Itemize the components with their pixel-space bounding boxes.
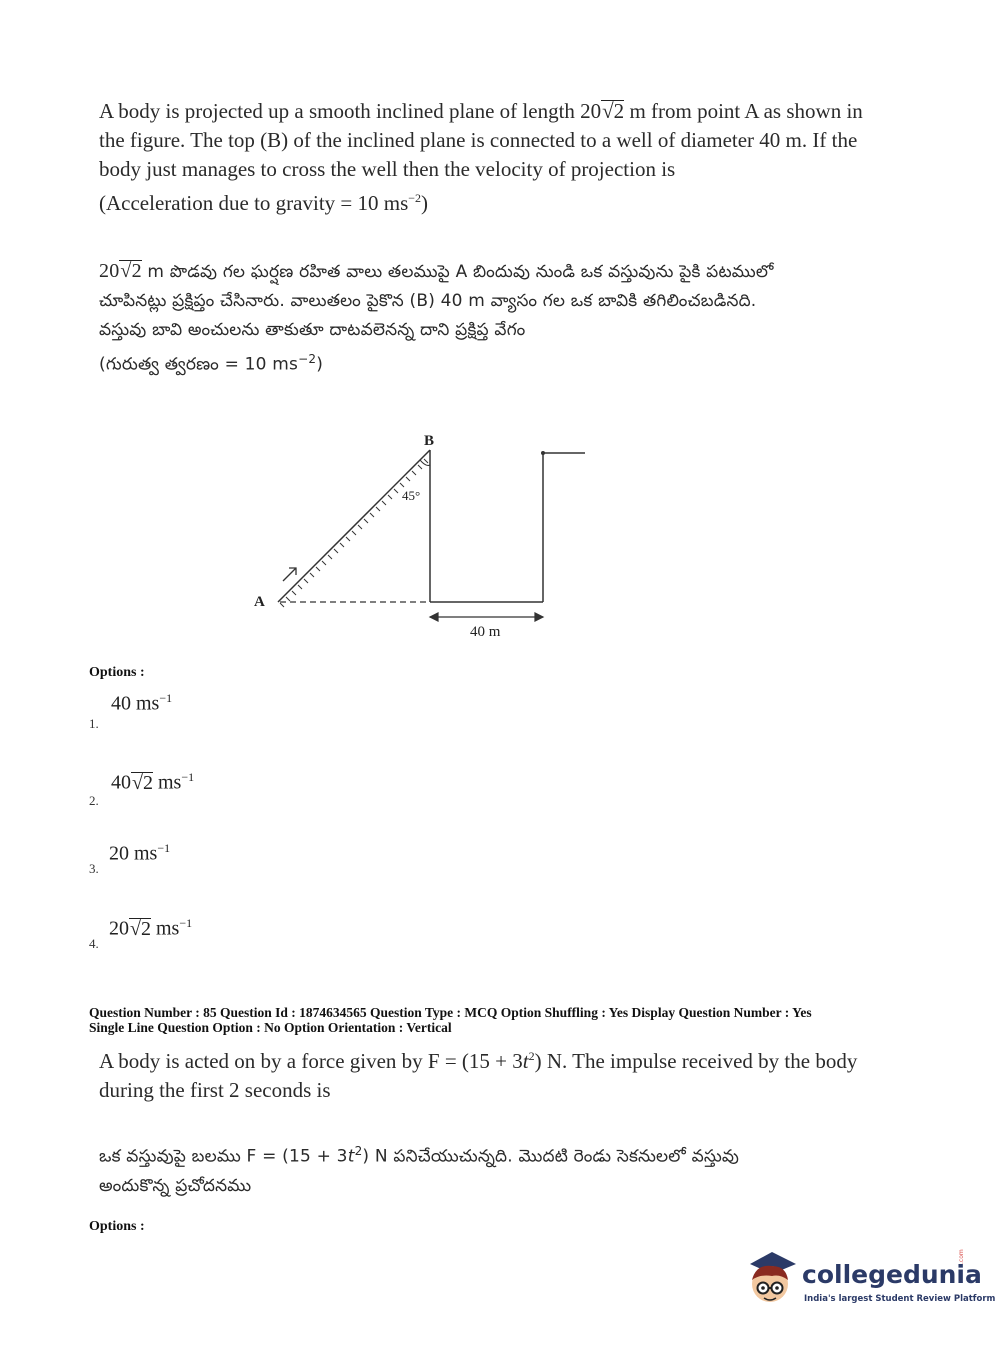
projection-arrow-icon	[283, 568, 296, 581]
q85-te-line-1: ఒక వస్తువుపై బలము $F = (15 + 3t^2)$ N పనిచేయుచున్నది. మొదటి రెండు సెకనులలో వస్తువు	[99, 1144, 740, 1167]
q84-te-line-1: 20√2 m పొడవు గల ఘర్షణ రహిత వాలు తలముపై A బిందువు నుండి ఒక వస్తువును పైకి పటములో	[99, 260, 774, 282]
q85-en-line-2: during the first 2 seconds is	[99, 1078, 331, 1102]
sqrt-2: √2	[132, 771, 153, 794]
width-dimension-arrow	[430, 613, 543, 621]
incline-line	[278, 450, 430, 602]
q84-option-4-number: 4.	[89, 936, 99, 951]
q84-english-text	[99, 97, 889, 218]
sqrt-2: √2	[130, 917, 151, 940]
mascot-icon	[742, 1250, 800, 1310]
q84-option-3-value[interactable]: 20 $ms^{-1}$	[109, 841, 171, 865]
angle-label: 45°	[402, 488, 421, 503]
q85-meta-line-1: Question Number : 85 Question Id : 1874634565 Question Type : MCQ Option Shuffling : Yes Display Question Number : Yes	[89, 1005, 812, 1020]
q84-telugu-text	[99, 257, 889, 380]
q84-en-line-1: A body is projected up a smooth inclined plane of length 20√2 m from point A as shown in	[99, 99, 863, 123]
q84-option-2-value[interactable]: 40√2 $ms^{-1}$	[111, 770, 195, 794]
q84-option-4-value[interactable]: 20√2 $ms^{-1}$	[109, 916, 193, 940]
q84-te-line-2: చూపినట్లు ప్రక్షిప్తం చేసినారు. వాలుతలం పైకొన (B) 40 m వ్యాసం గల ఒక బావికి తగిలించబడినది.	[99, 291, 757, 311]
q84-en-line-3: body just manages to cross the well then the velocity of projection is	[99, 157, 676, 181]
q84-options-heading: Options :	[89, 665, 145, 680]
q85-english-text	[99, 1042, 889, 1105]
q85-meta-line-2: Single Line Question Option : No Option Orientation : Vertical	[89, 1020, 452, 1035]
width-label: 40 m	[470, 624, 501, 640]
q84-te-line-3: వస్తువు బావి అంచులను తాకుతూ దాటవలెనన్న దాని ప్రక్షిప్త వేగం	[99, 320, 526, 340]
q85-metadata	[89, 1005, 812, 1035]
point-b-label: B	[424, 433, 435, 449]
collegedunia-logo	[742, 1249, 996, 1312]
q84-option-3-number: 3.	[89, 861, 99, 876]
point-a-label: A	[254, 594, 265, 610]
q85-options-heading: Options :	[89, 1219, 145, 1234]
q85-te-line-2: అందుకొన్న ప్రచోదనము	[99, 1175, 252, 1196]
q84-te-line-4: (గురుత్వ త్వరణం = 10 $ms^{-2}$)	[99, 352, 324, 375]
q84-en-line-2: the figure. The top (B) of the inclined plane is connected to a well of diameter 40 m. If the	[99, 128, 858, 152]
q85-en-line-1: A body is acted on by a force given by $F = (15 + 3t^2)$ N. The impulse received by the body	[99, 1049, 858, 1073]
angle-arc	[420, 460, 430, 465]
logo-tagline: India's largest Student Review Platform	[804, 1294, 996, 1304]
q85-telugu-text	[99, 1137, 889, 1201]
q84-en-line-4: (Acceleration due to gravity = 10 $ms^{-2}$)	[99, 191, 429, 215]
logo-com: .com	[958, 1249, 965, 1264]
q84-option-2-number: 2.	[89, 793, 99, 808]
incline-hatching	[280, 459, 428, 607]
inclined-plane-well-figure	[240, 425, 600, 650]
q84-option-1-number: 1.	[89, 716, 99, 731]
q84-option-1-value[interactable]: 40 $ms^{-1}$	[111, 691, 173, 715]
logo-wordmark: collegedunia	[802, 1260, 982, 1289]
edge-point	[541, 451, 545, 455]
sqrt-2: √2	[602, 99, 625, 123]
sqrt-2: √2	[120, 260, 142, 282]
